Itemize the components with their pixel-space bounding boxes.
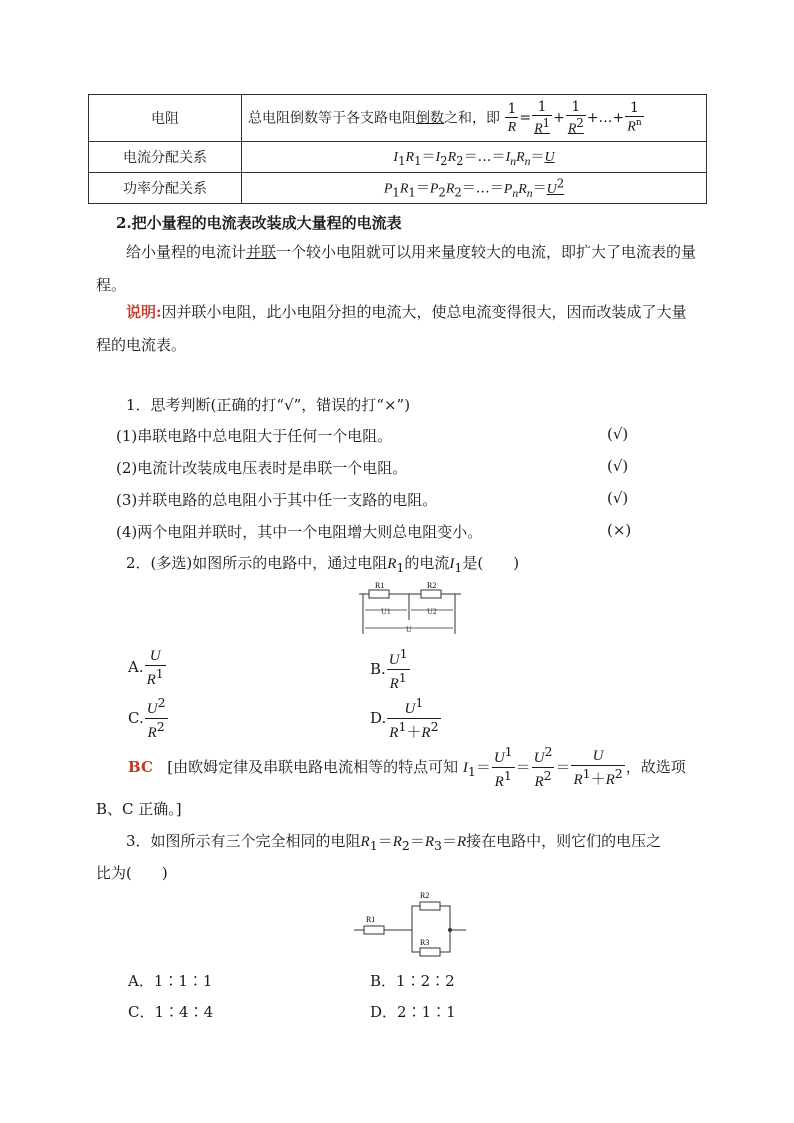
table-cell-label: 电流分配关系: [89, 142, 242, 173]
r3-label: R3: [420, 938, 430, 947]
q2-answer: BC: [128, 758, 153, 776]
table-cell-label: 功率分配关系: [89, 173, 242, 204]
q1-item: (4)两个电阻并联时，其中一个电阻增大则总电阻变小。: [116, 523, 483, 541]
r1-label: R1: [366, 915, 376, 924]
q3-option-a: A．1∶1∶1: [128, 972, 213, 990]
table-row: [89, 142, 707, 173]
u2-label: U2: [427, 607, 437, 616]
q2-answer-line: BC [由欧姆定律及串联电路电流相等的特点可知 $I_1=$ $\frac{U^1}{R^1}$ ＝ $\frac{U^2}{R^2}$ ＝ $\frac{U}{R^1+R^2}$ ，故选项: [128, 744, 686, 790]
paragraph-text: 给小量程的电流计: [126, 243, 247, 261]
power-distribution-formula: $P_1R_1=P_2R_2=\dots=P_nR_n=U^2$: [242, 173, 707, 204]
q3-stem: 3．如图所示有三个完全相同的电阻$R_1=R_2=R_3=R$接在电路中，则它们的电压之: [126, 832, 662, 853]
paragraph-text: 一个较小电阻就可以用来量度较大的电流，即扩大了电流表的量程。: [96, 243, 697, 294]
note-label: 说明:: [126, 303, 162, 321]
resistance-rule-end: 之和，即: [444, 110, 500, 126]
q2-option-a: A. $\frac{U}{R^1}$: [128, 648, 164, 688]
table-cell-content: [242, 95, 707, 142]
q2-option-c: C. $\frac{U^2}{R^2}$: [128, 695, 166, 741]
resistance-rule-underline: 倒数: [416, 110, 444, 126]
q1-item: (1)串联电路中总电阻大于任何一个电阻。: [116, 427, 393, 445]
parallel-resistance-formula: $\frac{1}{R}$ = $\frac{1}{R^1}$ + $\frac{1}{R^2}$ +…+ $\frac{1}{R^n}$: [507, 98, 642, 137]
paragraph-underline: 并联: [246, 243, 277, 261]
q3-option-c: C．1∶4∶4: [128, 1003, 214, 1021]
q1-mark: (√): [607, 457, 629, 475]
q1-mark: (√): [607, 489, 629, 507]
u1-label: U1: [381, 607, 391, 616]
r1-label: R1: [375, 581, 385, 590]
current-distribution-formula: $I_1R_1=I_2R_2=\dots=I_nR_n=U$: [242, 142, 707, 173]
q3-option-d: D．2∶1∶1: [370, 1003, 456, 1021]
q3-option-b: B．1∶2∶2: [370, 972, 455, 990]
table-row: [89, 173, 707, 204]
note-text: 因并联小电阻，此小电阻分担的电流大，使总电流变得很大，因而改装成了大量程的电流表。: [96, 303, 687, 354]
note-paragraph: [96, 296, 700, 362]
q1-mark: (×): [607, 521, 632, 539]
r2-label: R2: [420, 891, 430, 900]
summary-table: [88, 94, 707, 204]
r2-label: R2: [427, 581, 437, 590]
table-row: [89, 95, 707, 142]
resistance-rule-text: 总电阻倒数等于各支路电阻: [248, 110, 416, 126]
q2-option-b: B. $\frac{U^1}{R^1}$: [370, 646, 408, 692]
q2-option-d: D. $\frac{U^1}{R^1+R^2}$: [370, 695, 439, 741]
section-title: 2.把小量程的电流表改装成大量程的电流表: [116, 214, 402, 232]
series-circuit-diagram: [355, 578, 465, 638]
table-cell-label: 电阻: [89, 95, 242, 142]
q1-item: (2)电流计改装成电压表时是串联一个电阻。: [116, 459, 408, 477]
q1-mark: (√): [607, 425, 629, 443]
section-paragraph: [96, 236, 700, 302]
q1-stem: 1．思考判断(正确的打“√”，错误的打“×”): [126, 396, 411, 414]
q2-answer-tail: B、C 正确。]: [96, 800, 182, 818]
q1-item: (3)并联电路的总电阻小于其中任一支路的电阻。: [116, 491, 438, 509]
mixed-circuit-diagram: [350, 888, 470, 958]
u-label: U: [406, 625, 412, 634]
q3-stem-tail: 比为( ): [96, 864, 168, 882]
q2-stem: 2．(多选)如图所示的电路中，通过电阻$R_1$的电流$I_1$是( ): [126, 554, 520, 575]
